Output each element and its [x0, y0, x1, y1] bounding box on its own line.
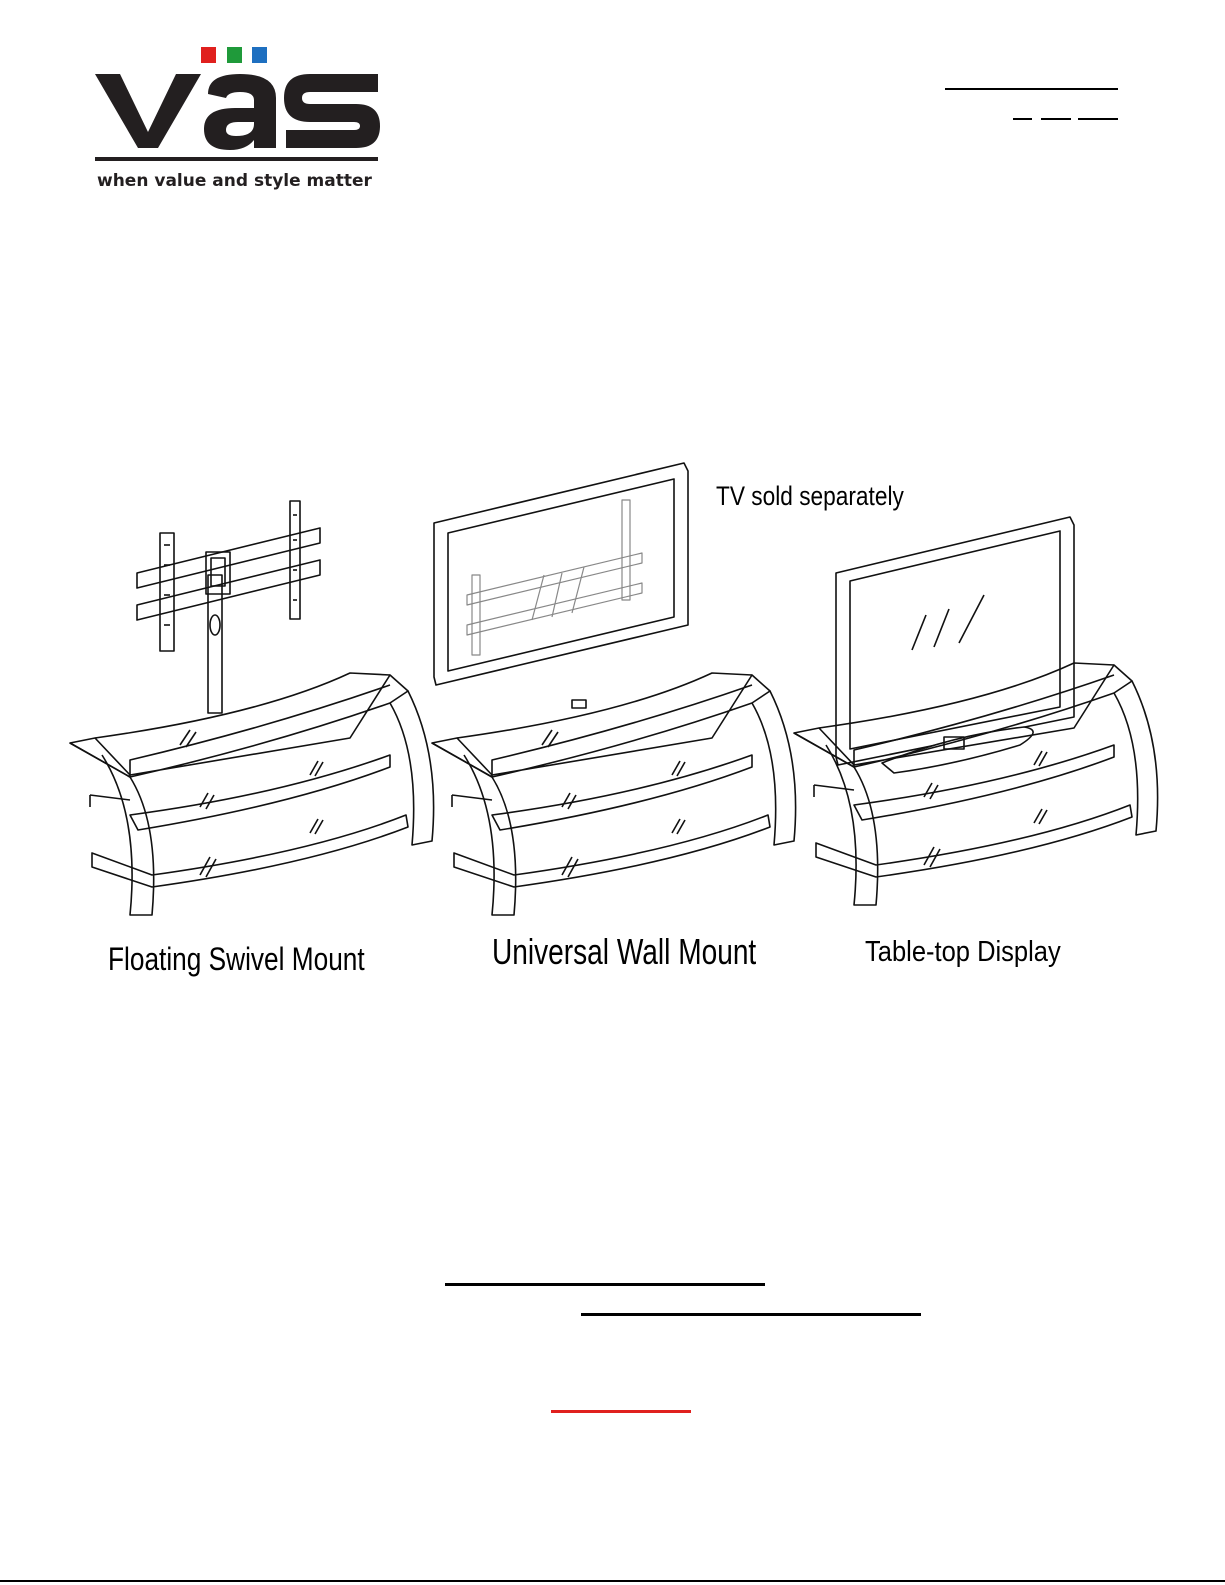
stand-table-top	[794, 517, 1158, 905]
header-rule	[945, 88, 1118, 90]
footer-rule	[581, 1313, 921, 1316]
tv-sold-separately-note: TV sold separately	[716, 481, 904, 511]
header-rule-segment	[1013, 118, 1032, 120]
stand-universal-wall	[432, 463, 796, 915]
stand-floating-swivel	[70, 501, 434, 915]
vas-logo-icon	[90, 40, 390, 200]
page-bottom-border	[0, 1580, 1225, 1582]
product-illustration	[60, 455, 1160, 935]
red-rule	[551, 1410, 691, 1413]
footer-rule	[445, 1283, 765, 1286]
swivel-bracket-icon	[137, 501, 320, 651]
brand-logo	[90, 40, 390, 200]
wall-tv-icon	[434, 463, 688, 685]
caption-universal-wall-mount: Universal Wall Mount	[492, 931, 757, 972]
caption-floating-swivel-mount: Floating Swivel Mount	[108, 941, 365, 977]
header-rule-segment	[1041, 118, 1071, 120]
header-rule-segment	[1078, 118, 1118, 120]
brand-tagline: when value and style matter	[97, 171, 372, 191]
caption-table-top-display: Table-top Display	[865, 936, 1061, 968]
